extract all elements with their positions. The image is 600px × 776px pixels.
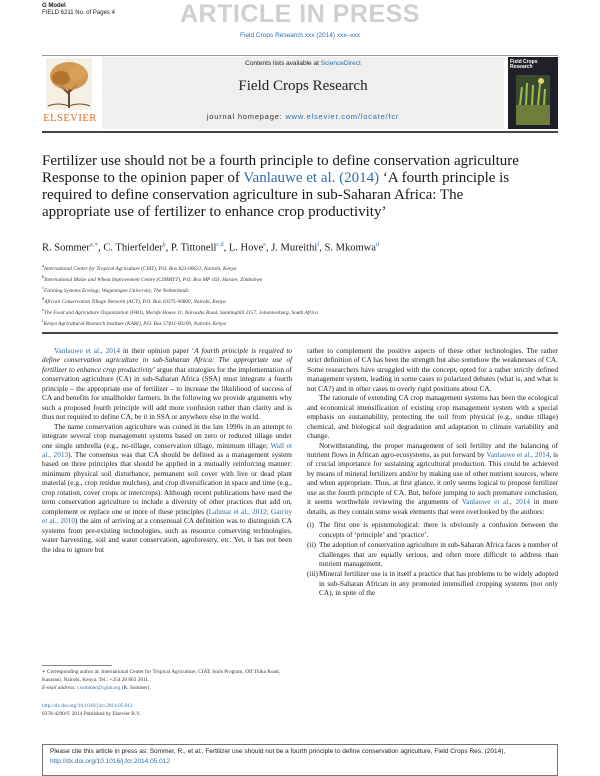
text-run: in more details, as they contain some weak elements that were overlooked by the authors: [307, 497, 558, 516]
email-line [42, 684, 292, 692]
affil-text: Farming Systems Ecology, Wageningen University, The Netherlands [44, 287, 189, 294]
ref-link[interactable]: Vanlauwe et al., 2014 [461, 497, 531, 507]
text-run: Notwithstanding, the proper management of soil fertility and the balancing of nutrient flows in African agro-ecosystems, as put forward by [307, 440, 558, 459]
affil-sup: a [42, 263, 44, 268]
author-list [42, 241, 562, 254]
paragraph [42, 422, 292, 554]
paragraph: The rationale of extending CA crop management systems has been the ecological and economical intensification of existing crop management system with a special emphasis on sustainability, protecting the soil from physical (e.g., undue tillage) chemical, and biological soil degradation and adaptation to climate variability and change. [307, 393, 558, 441]
text-run-italic: A fourth principle is required to define conservation agriculture in sub-Saharan Africa: The appropriate use of fertilizer to enhance crop productivity [42, 346, 292, 374]
elsevier-tree-logo-icon[interactable] [46, 58, 92, 110]
author-affil-sup[interactable]: d [375, 242, 379, 248]
paragraph: rather to complement the positive aspects of these other technologies. The rather strict definition of CA has been the strength but also somehow the weaknesses of CA. Some researchers have struggled with the concept, opted for a rather strictly defined management system, leading in some cases to polarized debates (what is, and what is not CA?) and in other cases to overly rigid positions about CA. [307, 346, 558, 393]
email-suffix: (R. Sommer). [121, 685, 151, 691]
copyright-line: 0378-4290/© 2014 Published by Elsevier B.V. [42, 710, 141, 717]
list-text: The adoption of conservation agriculture in sub-Saharan Africa faces a number of challenges that are equally serious, and often more difficult to address than nutrient management. [319, 540, 558, 568]
author-sep: , [265, 242, 272, 254]
journal-cover[interactable] [508, 57, 558, 129]
author-affil-sup[interactable]: b [162, 242, 166, 248]
journal-homepage [102, 112, 504, 121]
affiliation-item [42, 273, 562, 284]
body-column-left [42, 346, 292, 554]
list-item [307, 540, 558, 568]
response-prefix: Response to the opinion paper of [42, 170, 240, 186]
cite-text [50, 747, 550, 767]
elsevier-logo-text[interactable]: ELSEVIER [43, 113, 97, 124]
author-affil-sup[interactable]: a,∗ [89, 242, 99, 248]
contents-line [102, 60, 504, 67]
journal-citation-line[interactable]: Field Crops Research xxx (2014) xxx–xxx [240, 32, 360, 39]
author-name[interactable]: P. Tittonell [170, 242, 217, 254]
affil-text: International Maize and Wheat Improvement Centre (CIMMYT), P.O. Box MP 163, Harare, Zimbabwe [44, 276, 263, 283]
cite-label: Please cite this article in press as: Sommer, R., et al., Fertilizer use should not be a fourth principle to define conservation agriculture, Field Crops Res. (2014), [50, 748, 506, 755]
abstract-divider [42, 332, 558, 334]
response-rest: ‘A fourth principle is required to define conservation agriculture in sub-Saharan Africa: The appropriate use of fertilizer to enhance crop productivity’ [42, 170, 510, 220]
sciencedirect-link[interactable]: ScienceDirect [320, 60, 361, 67]
article-title-main: Fertilizer use should not be a fourth principle to define conservation agriculture [42, 153, 519, 169]
top-divider [42, 55, 558, 56]
text-run: ). The consensus was that CA should be defined as a management system based on three principles that should be applied in a mutually reinforcing manner: minimum physical soil disturbance, permanent soil cover with live or dead plant material (e.g., crop residue mulches), and crop diversification in space and time (e.g., crop rotation, cover crops or intercrops). Although recent publications have used the term conservation agriculture to include a diversity of other practices that add on, complement or replace one or more of these principles ( [42, 449, 292, 516]
affil-text: African Conservation Tillage Network (ACT), P.O. Box 10375-00800, Nairobi, Kenya [44, 298, 226, 305]
text-run: The name conservation agriculture was coined in the late 1990s in an attempt to integrate several crop management systems based on zero or reduced tillage under one single umbrella (e.g., no-tillage, conservation tillage, minimum tillage; [42, 421, 292, 450]
affiliation-item [42, 306, 562, 317]
corresponding-author-text: ∗ Corresponding author at: International Center for Tropical Agriculture, CIAT, Soils Program, Off Thika Road, Kasarani, Nairobi, Kenya. Tel.: +254 20 863 2811. [42, 669, 280, 683]
author-sep: , [98, 242, 104, 254]
affil-sup: e [42, 306, 44, 312]
author-sep: , [165, 242, 171, 254]
list-item [307, 569, 558, 597]
contents-prefix: Contents lists available at [245, 60, 319, 67]
author-name[interactable]: L. Hove [228, 242, 264, 254]
cover-title: Field Crops Research [510, 59, 538, 70]
text-run: in their opinion paper ‘ [122, 346, 195, 355]
author-name[interactable]: J. Mureithi [271, 242, 318, 254]
masthead-divider [42, 131, 558, 133]
ref-link[interactable]: Wall et al., 2013 [42, 440, 292, 459]
text-run: , is of crucial importance for sustaining agricultural production. This could be achieved by means of mineral fertilizers and/or by making use of other nutrient sources, where and when appropriate. Thus, at first glance, it only seems logical to propose fertilizer use as the fourth principle of CA. But, before jumping to such premature conclusion, it seems worthwhile reviewing the arguments of [307, 449, 559, 507]
affiliation-item [42, 295, 562, 306]
paragraph [307, 441, 558, 517]
affil-sup: f [42, 317, 44, 323]
list-text: The first one is epistemological: there is obviously a confusion between the concepts of ‘principle’ and ‘practice’. [319, 520, 558, 539]
affiliation-list [42, 262, 562, 328]
author-name[interactable]: C. Thierfelder [103, 242, 163, 254]
corresponding-author-footnote [42, 668, 292, 692]
doi-link[interactable]: http://dx.doi.org/10.1016/j.fcr.2014.05.012 [42, 703, 133, 709]
author-affil-sup[interactable]: e [263, 242, 266, 248]
email-link[interactable]: r.sommer@cgiar.org [77, 685, 121, 691]
homepage-label: journal homepage: [206, 112, 283, 121]
author-affil-sup[interactable]: c,d [216, 242, 224, 248]
text-run: ) the aim of arriving at a consensual CA definition was to distinguish CA systems from pre-existing technologies, such as resource conserving technologies, water harvesting, soil and water conservation, agroforestry, etc. Yet, it has not been the idea to ignore but [42, 516, 292, 554]
gmodel-label: G Model [42, 3, 66, 9]
footnote-divider [42, 665, 112, 666]
ref-link[interactable]: Vanlauwe et al., 2014 [486, 449, 550, 459]
text-run: ’ argue that strategies for the implementation of conservation agriculture (CA) in sub-Saharan Africa (SSA) must integrate a fourth principle – the appropriate use of fertilizer – to increase the likelihood of success of CA and benefits for smallholder farmers. In the following we provide arguments why such a proposed fourth principle will add more confusion rather than clarity and is thus not required to define CA, be it in SSA or anywhere else in the world. [42, 364, 292, 422]
author-name[interactable]: S. Mkomwa [324, 242, 376, 254]
affil-sup: d [42, 295, 45, 301]
homepage-link[interactable]: www.elsevier.com/locate/fcr [285, 112, 400, 121]
list-number: (iii) [307, 569, 318, 579]
list-text: Mineral fertilizer use is in itself a practice that has problems to be widely adopted in sub-Saharan African in any promoted intensified cropping systems (not only CA), in spite of the [319, 569, 558, 598]
list-number: (ii) [307, 540, 316, 550]
affil-sup: c [42, 284, 44, 290]
ref-link[interactable]: Lahmar et al., 2012; Garrity et al., 2010 [42, 506, 293, 526]
response-ref-link[interactable]: Vanlauwe et al. (2014) [243, 170, 380, 186]
ref-link[interactable]: Vanlauwe et al., 2014 [54, 346, 121, 355]
author-affil-sup[interactable]: f [317, 242, 320, 248]
affiliation-item [42, 317, 562, 328]
author-name[interactable]: R. Sommer [42, 242, 90, 254]
affil-text: International Center for Tropical Agriculture (CIAT), P.O. Box 823-00621, Nairobi, Kenya [44, 265, 237, 272]
author-sep: , [223, 242, 229, 254]
affil-sup: b [42, 273, 45, 279]
list-number: (i) [307, 520, 314, 530]
affil-text: The Food and Agriculture Organization (FAO), Merafe House 11, Naivasha Road, Sunninghill 2157, Johannesburg, South Africa [44, 309, 318, 316]
affil-text: Kenya Agricultural Research Institute (KARI), P.O. Box 57811-00200, Nairobi, Kenya [43, 320, 227, 327]
doi-block [42, 703, 292, 718]
affiliation-item [42, 284, 562, 295]
article-title [42, 153, 532, 221]
article-title-response [42, 170, 532, 221]
journal-title: Field Crops Research [238, 78, 368, 94]
argument-list [307, 520, 558, 598]
paragraph [42, 346, 292, 422]
article-in-press-banner: ARTICLE IN PRESS [180, 0, 420, 28]
affiliation-item [42, 262, 562, 273]
cite-doi-link[interactable]: http://dx.doi.org/10.1016/j.fcr.2014.05.012 [50, 758, 170, 765]
cover-crop-image-icon [516, 75, 550, 125]
author-sep: , [319, 242, 325, 254]
body-column-right [307, 346, 558, 599]
article-ref-code: FIELD 6211 No. of Pages 4 [42, 10, 115, 16]
list-item [307, 520, 558, 539]
email-label: E-mail address: [42, 685, 76, 691]
